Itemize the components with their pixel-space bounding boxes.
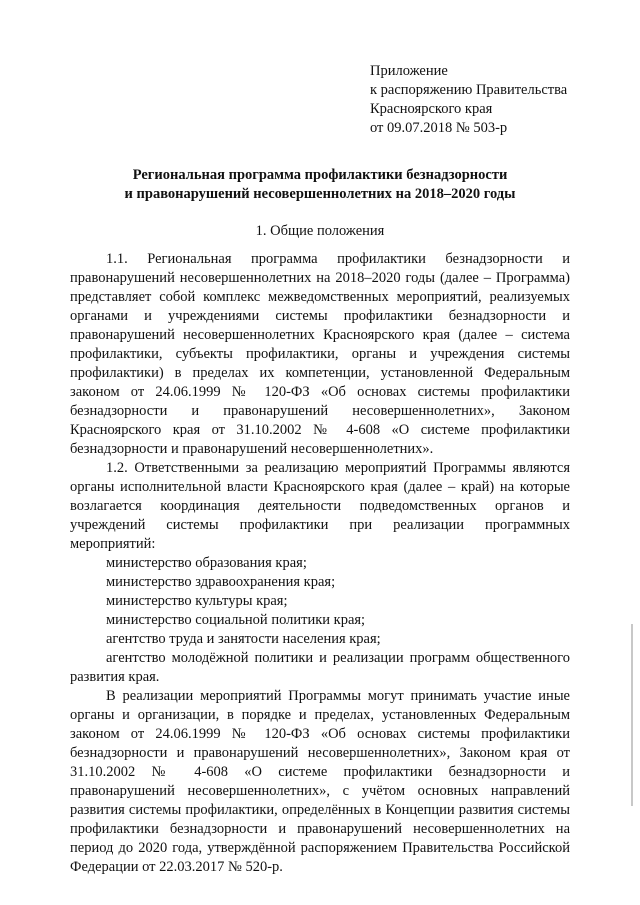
document-title — [70, 166, 570, 204]
section-heading: 1. Общие положения — [255, 223, 385, 239]
title-line-1: Региональная программа профилактики безнадзорности — [132, 167, 508, 183]
scan-margin-mark — [631, 624, 633, 806]
paragraph-1-2: 1.2. Ответственными за реализацию мероприятий Программы являются органы исполнительной власти Красноярского края (далее – край) на которые возлагается координация деятельности подведомственных органов и учреждений системы профилактики при реализации программных мероприятий: — [70, 460, 570, 552]
annex-line-2: к распоряжению Правительства — [370, 82, 568, 98]
list-item: министерство здравоохранения края; — [106, 574, 336, 590]
paragraph-1-1: 1.1. Региональная программа профилактики безнадзорности и правонарушений несовершеннолетних на 2018–2020 годы (далее – Программа) представляет собой комплекс межведомственных мероприятий, реализуемых органами и учреждениями системы профилактики безнадзорности и правонарушений несовершеннолетних Красноярского края (далее – система профилактики, субъекты профилактики, органы и учреждения системы профилактики) в пределах их компетенции, установленной Федеральным законом от 24.06.1999 № 120-ФЗ «Об основах системы профилактики безнадзорности и правонарушений несовершеннолетних», Законом Красноярского края от 31.10.2002 № 4-608 «О системе профилактики безнадзорности и правонарушений несовершеннолетних». — [70, 251, 570, 457]
list-item: агентство труда и занятости населения края; — [106, 631, 381, 647]
annex-line-4: от 09.07.2018 № 503-р — [370, 120, 508, 136]
list-item: агентство молодёжной политики и реализации программ общественного развития края. — [70, 650, 570, 685]
document-body — [70, 250, 570, 877]
title-line-2: и правонарушений несовершеннолетних на 2018–2020 годы — [124, 186, 516, 202]
list-item: министерство социальной политики края; — [106, 612, 366, 628]
paragraph-participants: В реализации мероприятий Программы могут принимать участие иные органы и организации, в порядке и пределах, установленных Федеральным законом от 24.06.1999 № 120-ФЗ «Об основах системы профилактики безнадзорности и правонарушений несовершеннолетних», Законом края от 31.10.2002 № 4-608 «О системе профилактики безнадзорности и правонарушений несовершеннолетних», с учётом основных направлений развития системы профилактики, определённых в Концепции развития системы профилактики безнадзорности и правонарушений несовершеннолетних на период до 2020 года, утверждённой распоряжением Правительства Российской Федерации от 22.03.2017 № 520-р. — [70, 688, 570, 875]
list-item: министерство образования края; — [106, 555, 307, 571]
annex-line-3: Красноярского края — [370, 101, 493, 117]
annex-line-1: Приложение — [370, 63, 448, 79]
annex-block — [370, 62, 630, 138]
list-item: министерство культуры края; — [106, 593, 288, 609]
